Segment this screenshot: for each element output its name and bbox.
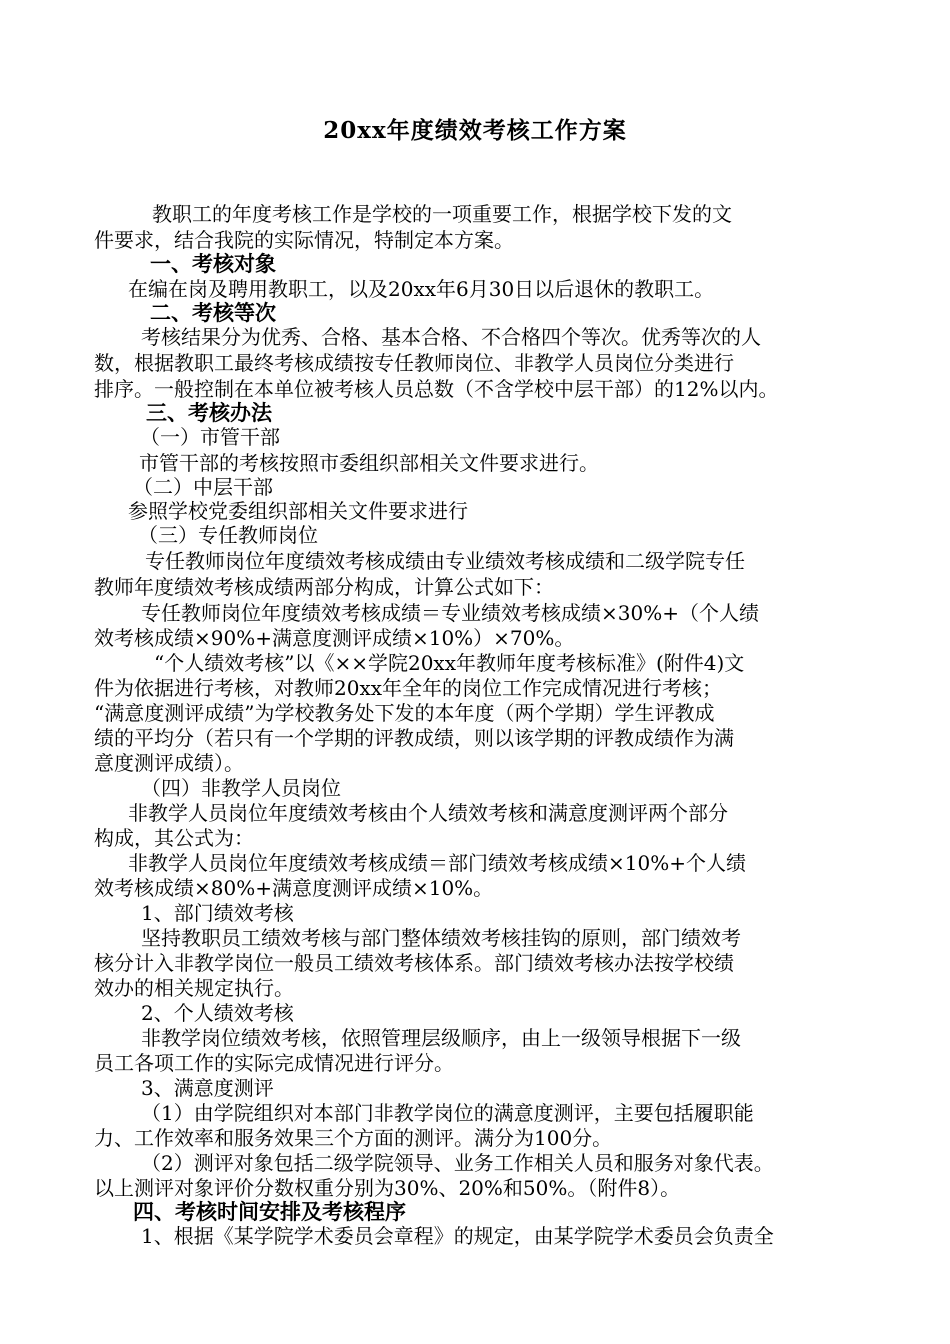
paragraph-line: 坚持教职员工绩效考核与部门整体绩效考核挂钩的原则，部门绩效考 xyxy=(141,926,741,950)
paragraph-line: 专任教师岗位年度绩效考核成绩由专业绩效考核成绩和二级学院专任 xyxy=(145,549,745,573)
paragraph-line: 教职工的年度考核工作是学校的一项重要工作，根据学校下发的文 xyxy=(152,202,732,226)
paragraph-line: 件要求，结合我院的实际情况，特制定本方案。 xyxy=(94,228,514,252)
paragraph-line: 数，根据教职工最终考核成绩按专任教师岗位、非教学人员岗位分类进行 xyxy=(94,351,734,375)
subsection-heading: （三）专任教师岗位 xyxy=(138,523,318,547)
paragraph-line: 非教学岗位绩效考核，依照管理层级顺序，由上一级领导根据下一级 xyxy=(141,1026,741,1050)
paragraph-line: 专任教师岗位年度绩效考核成绩＝专业绩效考核成绩×30%+（个人绩 xyxy=(141,601,759,625)
paragraph-line: 在编在岗及聘用教职工，以及20xx年6月30日以后退休的教职工。 xyxy=(128,277,715,301)
paragraph-line: 排序。一般控制在本单位被考核人员总数（不含学校中层干部）的12%以内。 xyxy=(94,377,779,401)
document-title: 20xx年度绩效考核工作方案 xyxy=(323,117,627,144)
paragraph-line: 市管干部的考核按照市委组织部相关文件要求进行。 xyxy=(139,451,599,475)
paragraph-line: 构成，其公式为： xyxy=(94,826,254,850)
paragraph-line: “个人绩效考核”以《××学院20xx年教师年度考核标准》(附件4)文 xyxy=(154,651,745,675)
section-heading: 一、考核对象 xyxy=(150,251,276,276)
paragraph-line: 参照学校党委组织部相关文件要求进行 xyxy=(128,499,468,523)
subsection-heading: 2、个人绩效考核 xyxy=(141,1001,294,1025)
paragraph-line: 非教学人员岗位年度绩效考核成绩＝部门绩效考核成绩×10%+个人绩 xyxy=(128,851,746,875)
paragraph-line: 考核结果分为优秀、合格、基本合格、不合格四个等次。优秀等次的人 xyxy=(141,325,761,349)
paragraph-line: 效考核成绩×90%+满意度测评成绩×10%）×70%。 xyxy=(94,626,575,650)
subsection-heading: （二）中层干部 xyxy=(133,475,273,499)
paragraph-line: 核分计入非教学岗位一般员工绩效考核体系。部门绩效考核办法按学校绩 xyxy=(94,951,734,975)
paragraph-line: 意度测评成绩）。 xyxy=(94,751,244,775)
paragraph-line: （2）测评对象包括二级学院领导、业务工作相关人员和服务对象代表。 xyxy=(141,1151,774,1175)
paragraph-line: “满意度测评成绩”为学校教务处下发的本年度（两个学期）学生评教成 xyxy=(94,701,715,725)
paragraph-line: （1）由学院组织对本部门非教学岗位的满意度测评，主要包括履职能 xyxy=(141,1101,754,1125)
paragraph-line: 教师年度绩效考核成绩两部分构成，计算公式如下： xyxy=(94,575,554,599)
paragraph-line: 件为依据进行考核，对教师20xx年全年的岗位工作完成情况进行考核； xyxy=(94,676,723,700)
paragraph-line: 效考核成绩×80%+满意度测评成绩×10%。 xyxy=(94,876,494,900)
subsection-heading: 3、满意度测评 xyxy=(141,1076,274,1100)
paragraph-line: 非教学人员岗位年度绩效考核由个人绩效考核和满意度测评两个部分 xyxy=(128,801,728,825)
paragraph-line: 以上测评对象评价分数权重分别为30%、20%和50%。（附件8）。 xyxy=(94,1176,681,1200)
subsection-heading: （四）非教学人员岗位 xyxy=(141,776,341,800)
section-heading: 四、考核时间安排及考核程序 xyxy=(133,1199,406,1224)
section-heading: 二、考核等次 xyxy=(150,300,276,325)
paragraph-line: 1、根据《某学院学术委员会章程》的规定，由某学院学术委员会负责全 xyxy=(141,1224,774,1248)
paragraph-line: 绩的平均分（若只有一个学期的评教成绩，则以该学期的评教成绩作为满 xyxy=(94,726,734,750)
paragraph-line: 员工各项工作的实际完成情况进行评分。 xyxy=(94,1051,454,1075)
subsection-heading: （一）市管干部 xyxy=(140,425,280,449)
subsection-heading: 1、部门绩效考核 xyxy=(141,901,294,925)
paragraph-line: 力、工作效率和服务效果三个方面的测评。满分为100分。 xyxy=(94,1126,613,1150)
section-heading: 三、考核办法 xyxy=(146,400,272,425)
paragraph-line: 效办的相关规定执行。 xyxy=(94,976,294,1000)
